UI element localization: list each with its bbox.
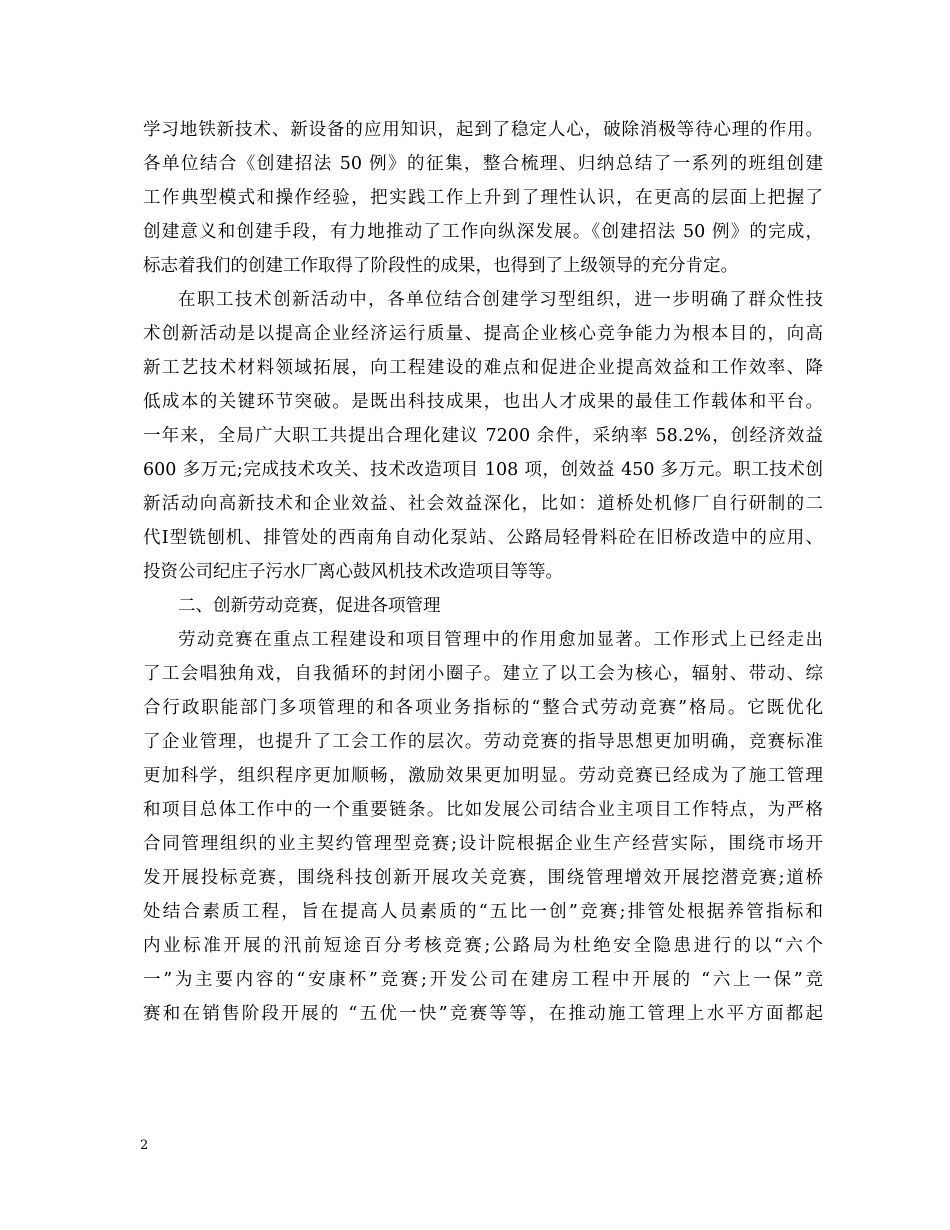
text-line: 创建意义和创建手段，有力地推动了工作向纵深发展。《创建招法 50 例》的完成， xyxy=(143,222,823,242)
text-line: 低成本的关键环节突破。是既出科技成果，也出人才成果的最佳工作载体和平台。 xyxy=(143,392,823,412)
section-heading: 二、创新劳动竞赛，促进各项管理 xyxy=(178,596,441,616)
text-line: 600 多万元;完成技术攻关、技术改造项目 108 项，创效益 450 多万元。职工技术创 xyxy=(143,460,823,480)
text-line: 工作典型模式和操作经验，把实践工作上升到了理性认识，在更高的层面上把握了 xyxy=(143,188,823,208)
text-line: 学习地铁新技术、新设备的应用知识，起到了稳定人心，破除消极等待心理的作用。 xyxy=(143,120,823,140)
text-line: 赛和在销售阶段开展的 “五优一快”竞赛等等，在推动施工管理上水平方面都起 xyxy=(143,1004,823,1024)
text-line: 发开展投标竞赛，围绕科技创新开展攻关竞赛，围绕管理增效开展挖潜竞赛;道桥 xyxy=(143,868,823,888)
text-line: 新活动向高新技术和企业效益、社会效益深化，比如：道桥处机修厂自行研制的二 xyxy=(143,494,823,514)
text-line: 新工艺技术材料领域拓展，向工程建设的难点和促进企业提高效益和工作效率、降 xyxy=(143,358,823,378)
text-line: 一年来，全局广大职工共提出合理化建议 7200 余件，采纳率 58.2%，创经济效益 xyxy=(143,426,823,446)
text-line: 处结合素质工程，旨在提高人员素质的“五比一创”竞赛;排管处根据养管指标和 xyxy=(143,902,823,922)
text-line: 更加科学，组织程序更加顺畅，激励效果更加明显。劳动竞赛已经成为了施工管理 xyxy=(143,766,823,786)
text-line: 和项目总体工作中的一个重要链条。比如发展公司结合业主项目工作特点，为严格 xyxy=(143,800,823,820)
text-line: 一”为主要内容的“安康杯”竞赛;开发公司在建房工程中开展的 “六上一保”竞 xyxy=(143,970,823,990)
text-line: 术创新活动是以提高企业经济运行质量、提高企业核心竞争能力为根本目的，向高 xyxy=(143,324,823,344)
page-number: 2 xyxy=(140,1138,149,1153)
text-line: 代Ⅰ型铣刨机、排管处的西南角自动化泵站、公路局轻骨料砼在旧桥改造中的应用、 xyxy=(143,528,823,548)
paragraph-first-line: 劳动竞赛在重点工程建设和项目管理中的作用愈加显著。工作形式上已经走出 xyxy=(178,630,823,650)
text-line: 合行政职能部门多项管理的和各项业务指标的“整合式劳动竞赛”格局。它既优化 xyxy=(143,698,823,718)
text-line: 了工会唱独角戏，自我循环的封闭小圈子。建立了以工会为核心，辐射、带动、综 xyxy=(143,664,823,684)
text-line: 合同管理组织的业主契约管理型竞赛;设计院根据企业生产经营实际，围绕市场开 xyxy=(143,834,823,854)
paragraph-first-line: 在职工技术创新活动中，各单位结合创建学习型组织，进一步明确了群众性技 xyxy=(178,290,823,310)
text-line: 各单位结合《创建招法 50 例》的征集，整合梳理、归纳总结了一系列的班组创建 xyxy=(143,154,823,174)
text-line: 了企业管理，也提升了工会工作的层次。劳动竞赛的指导思想更加明确，竞赛标准 xyxy=(143,732,823,752)
text-line: 投资公司纪庄子污水厂离心鼓风机技术改造项目等等。 xyxy=(143,562,563,582)
text-line: 标志着我们的创建工作取得了阶段性的成果，也得到了上级领导的充分肯定。 xyxy=(143,256,738,276)
text-line: 内业标准开展的汛前短途百分考核竞赛;公路局为杜绝安全隐患进行的以“六个 xyxy=(143,936,823,956)
